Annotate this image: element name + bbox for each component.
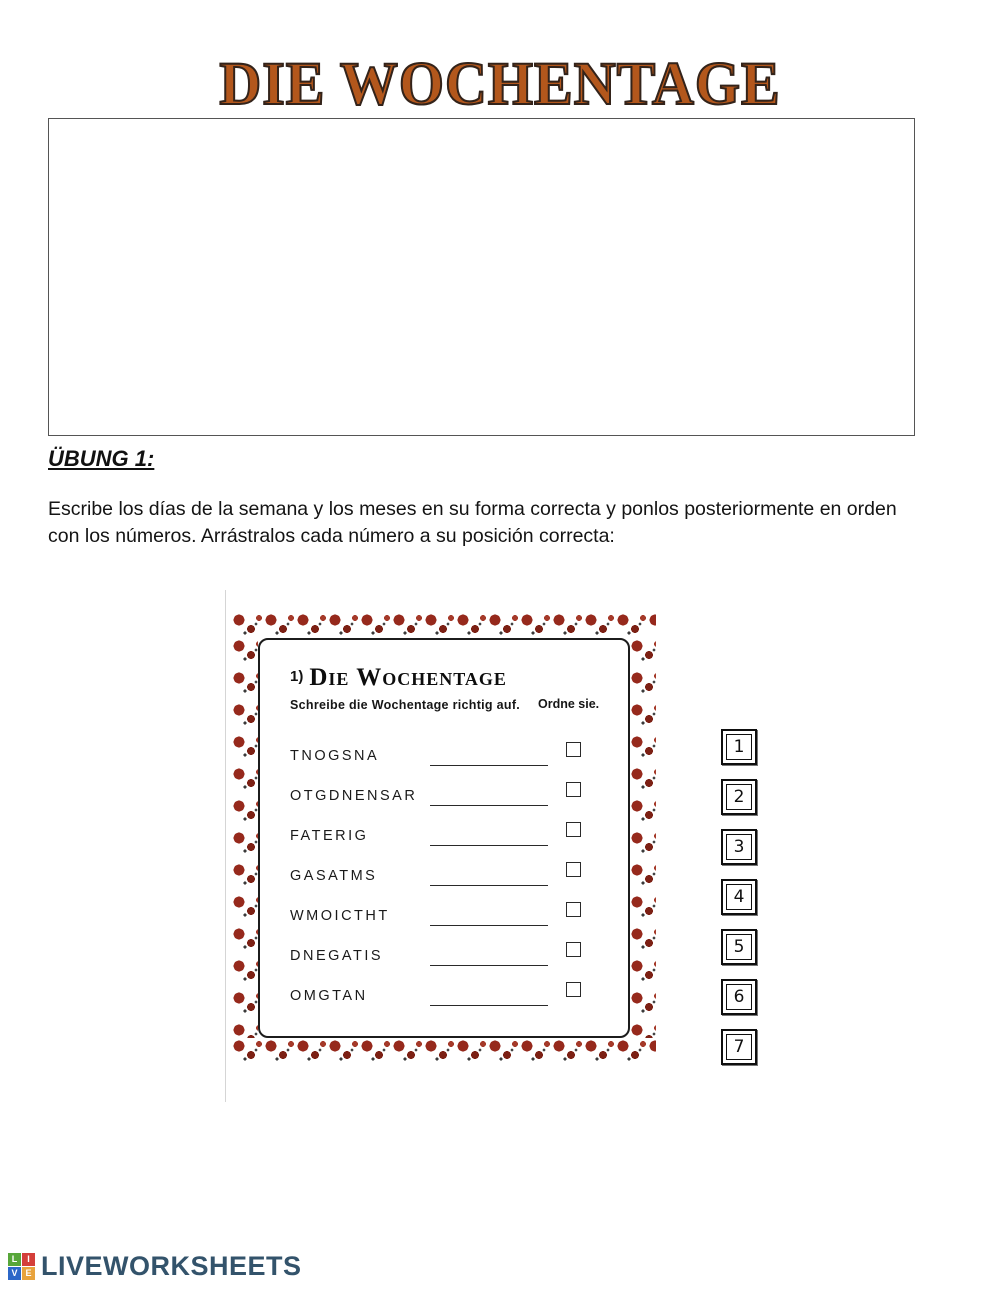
order-drop-box[interactable] bbox=[566, 942, 581, 957]
garland-border-top bbox=[232, 612, 656, 638]
number-tile-label: 4 bbox=[726, 884, 752, 910]
order-drop-box[interactable] bbox=[566, 862, 581, 877]
worksheet-row bbox=[290, 726, 610, 766]
number-tile-label: 7 bbox=[726, 1034, 752, 1060]
scrambled-word: TNOGSNA bbox=[290, 748, 380, 764]
worksheet-header bbox=[290, 664, 610, 692]
number-tile-5[interactable] bbox=[721, 929, 757, 965]
logo-cell: I bbox=[22, 1253, 35, 1266]
brand-name: LIVEWORKSHEETS bbox=[41, 1251, 302, 1281]
answer-line[interactable] bbox=[430, 746, 548, 766]
number-tile-3[interactable] bbox=[721, 829, 757, 865]
garland-border-left bbox=[232, 638, 258, 1038]
scrambled-word: WMOICTHT bbox=[290, 908, 390, 924]
worksheet-row bbox=[290, 966, 610, 1006]
content-box bbox=[48, 118, 915, 436]
scrambled-word: OMGTAN bbox=[290, 988, 368, 1004]
number-tile-4[interactable] bbox=[721, 879, 757, 915]
worksheet-number: 1) bbox=[290, 668, 304, 685]
number-tiles-column bbox=[721, 729, 757, 1065]
logo-cell: V bbox=[8, 1267, 21, 1280]
garland-border-bottom bbox=[232, 1038, 656, 1064]
worksheet-row bbox=[290, 846, 610, 886]
scrambled-word: GASATMS bbox=[290, 868, 378, 884]
number-tile-7[interactable] bbox=[721, 1029, 757, 1065]
answer-line[interactable] bbox=[430, 986, 548, 1006]
scrambled-word: FATERIG bbox=[290, 828, 369, 844]
brand-footer bbox=[8, 1251, 302, 1282]
logo-cell: L bbox=[8, 1253, 21, 1266]
worksheet-card bbox=[232, 612, 656, 1064]
order-drop-box[interactable] bbox=[566, 822, 581, 837]
worksheet-subtitles bbox=[290, 696, 610, 714]
number-tile-label: 6 bbox=[726, 984, 752, 1010]
number-tile-label: 2 bbox=[726, 784, 752, 810]
logo-cell: E bbox=[22, 1267, 35, 1280]
number-tile-1[interactable] bbox=[721, 729, 757, 765]
answer-line[interactable] bbox=[430, 826, 548, 846]
worksheet-row bbox=[290, 806, 610, 846]
worksheet-title: Die Wochentage bbox=[309, 664, 507, 691]
worksheet-row bbox=[290, 766, 610, 806]
answer-line[interactable] bbox=[430, 906, 548, 926]
worksheet-subtitle-left: Schreibe die Wochentage richtig auf. bbox=[290, 698, 521, 712]
answer-line[interactable] bbox=[430, 946, 548, 966]
page-title: DIE WOCHENTAGE bbox=[219, 49, 781, 118]
worksheet-panel bbox=[258, 638, 630, 1038]
order-drop-box[interactable] bbox=[566, 782, 581, 797]
answer-line[interactable] bbox=[430, 866, 548, 886]
column-divider bbox=[225, 590, 226, 1102]
scrambled-word: DNEGATIS bbox=[290, 948, 384, 964]
order-drop-box[interactable] bbox=[566, 742, 581, 757]
number-tile-label: 3 bbox=[726, 834, 752, 860]
worksheet-row bbox=[290, 926, 610, 966]
order-drop-box[interactable] bbox=[566, 902, 581, 917]
liveworksheets-logo-icon bbox=[8, 1253, 35, 1280]
garland-border-right bbox=[630, 638, 656, 1038]
order-drop-box[interactable] bbox=[566, 982, 581, 997]
number-tile-2[interactable] bbox=[721, 779, 757, 815]
exercise-heading: ÜBUNG 1: bbox=[48, 446, 155, 471]
scrambled-word: OTGDNENSAR bbox=[290, 788, 418, 804]
worksheet-subtitle-right: Ordne sie. bbox=[538, 697, 600, 711]
number-tile-6[interactable] bbox=[721, 979, 757, 1015]
exercise-instructions: Escribe los días de la semana y los meses en su forma correcta y ponlos posteriormente en orden con los números. Arrástralos cada número a su posición correcta: bbox=[48, 498, 897, 547]
worksheet-row bbox=[290, 886, 610, 926]
number-tile-label: 5 bbox=[726, 934, 752, 960]
answer-line[interactable] bbox=[430, 786, 548, 806]
number-tile-label: 1 bbox=[726, 734, 752, 760]
